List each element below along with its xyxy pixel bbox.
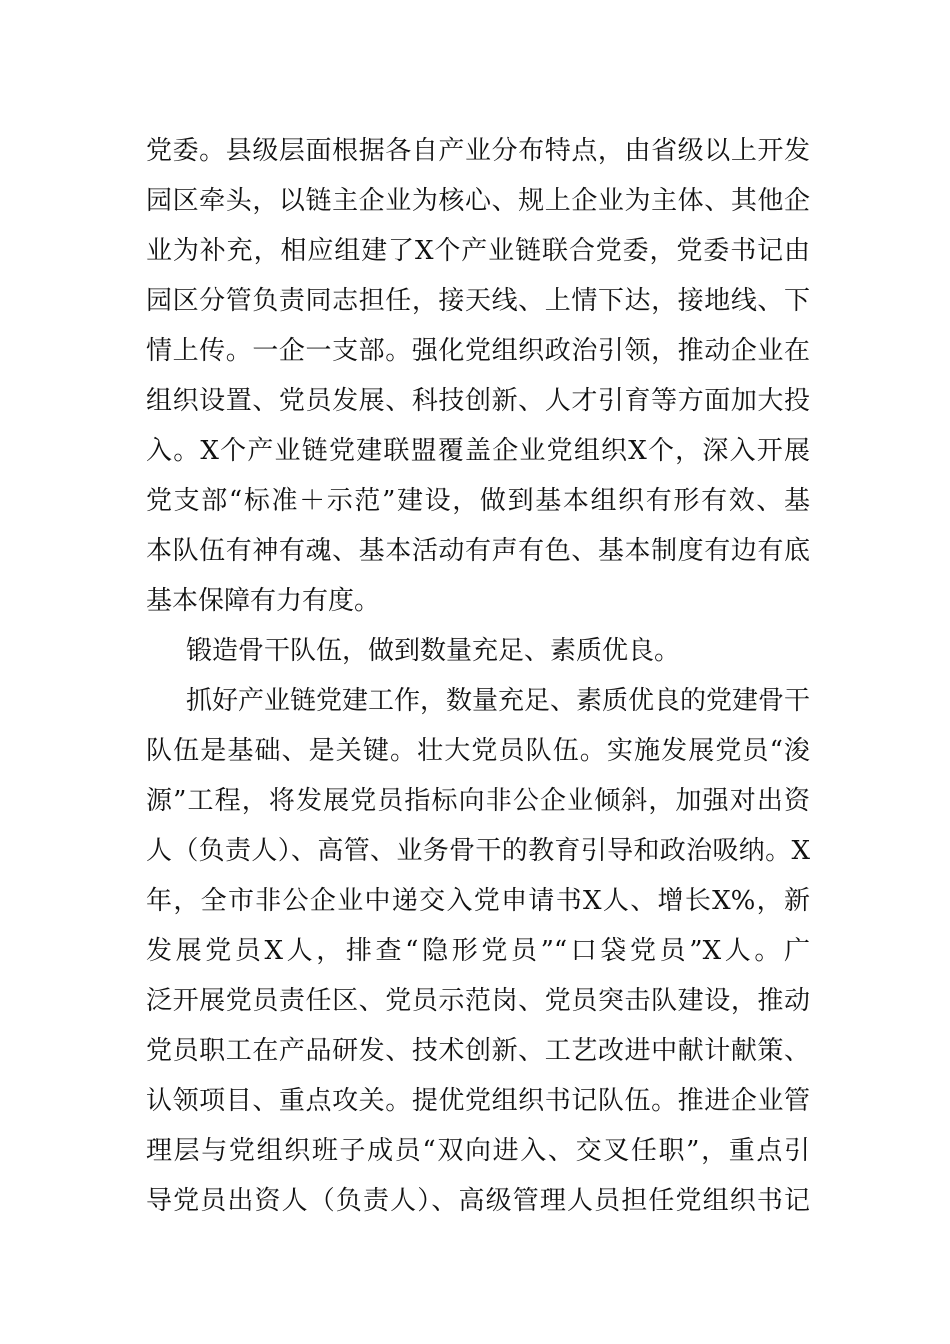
text-line: 认领项目、重点攻关。提优党组织书记队伍。推进企业管 <box>146 1086 810 1116</box>
text-line: 人（负责人）、高管、业务骨干的教育引导和政治吸纳。X <box>146 836 810 866</box>
text-line: 导党员出资人（负责人）、高级管理人员担任党组织书记 <box>146 1186 810 1216</box>
text-line: 抓好产业链党建工作，数量充足、素质优良的党建骨干 <box>186 686 810 716</box>
text-line: 基本保障有力有度。 <box>146 586 381 616</box>
section-heading: 锻造骨干队伍，做到数量充足、素质优良。 <box>186 636 681 666</box>
text-line: 党员职工在产品研发、技术创新、工艺改进中献计献策、 <box>146 1036 810 1066</box>
text-line: 年，全市非公企业中递交入党申请书X人、增长X%，新 <box>146 886 810 916</box>
text-line: 党委。县级层面根据各自产业分布特点，由省级以上开发 <box>146 136 810 166</box>
text-line: 党支部“标准＋示范”建设，做到基本组织有形有效、基 <box>146 486 810 516</box>
text-line: 园区分管负责同志担任，接天线、上情下达，接地线、下 <box>146 286 810 316</box>
text-line: 发展党员X人，排查“隐形党员”“口袋党员”X人。广 <box>146 936 810 966</box>
text-line: 理层与党组织班子成员“双向进入、交叉任职”，重点引 <box>146 1136 810 1166</box>
text-line: 队伍是基础、是关键。壮大党员队伍。实施发展党员“浚 <box>146 736 810 766</box>
text-line: 本队伍有神有魂、基本活动有声有色、基本制度有边有底 <box>146 536 810 566</box>
text-line: 源”工程，将发展党员指标向非公企业倾斜，加强对出资 <box>146 786 810 816</box>
text-line: 入。X个产业链党建联盟覆盖企业党组织X个，深入开展 <box>146 436 810 466</box>
text-line: 业为补充，相应组建了X个产业链联合党委，党委书记由 <box>146 236 810 266</box>
text-line: 园区牵头，以链主企业为核心、规上企业为主体、其他企 <box>146 186 810 216</box>
text-line: 组织设置、党员发展、科技创新、人才引育等方面加大投 <box>146 386 810 416</box>
text-line: 情上传。一企一支部。强化党组织政治引领，推动企业在 <box>146 336 810 366</box>
text-line: 泛开展党员责任区、党员示范岗、党员突击队建设，推动 <box>146 986 810 1016</box>
